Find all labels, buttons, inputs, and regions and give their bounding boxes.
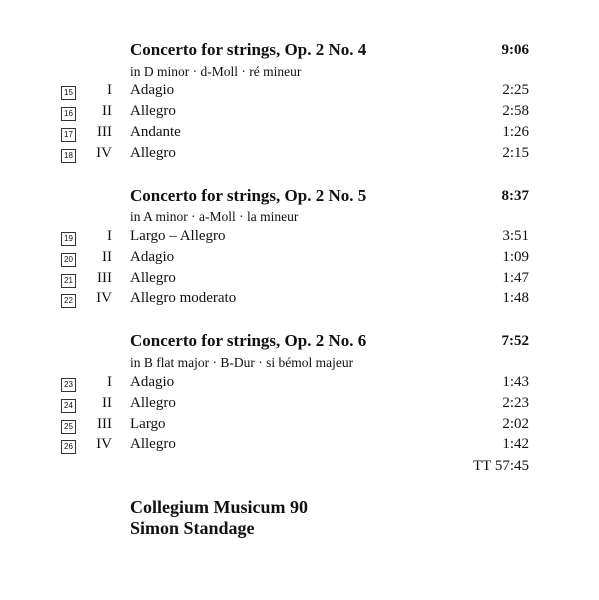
movement-name: Allegro — [130, 436, 176, 452]
movement-duration: 2:25 — [502, 82, 529, 98]
movement-name: Adagio — [130, 374, 175, 390]
movement-row — [0, 395, 599, 416]
movement-number: I — [107, 374, 112, 390]
track-number: 19 — [61, 232, 76, 246]
movement-name: Allegro — [130, 395, 176, 411]
movement-duration: 1:09 — [502, 249, 529, 265]
movement-name: Largo – Allegro — [130, 228, 226, 244]
movement-name: Allegro — [130, 145, 176, 161]
movement-name: Andante — [130, 124, 181, 140]
movement-row — [0, 249, 599, 270]
movement-number: I — [107, 228, 112, 244]
work-total-duration: 7:52 — [501, 333, 529, 349]
track-number: 15 — [61, 86, 76, 100]
movement-name: Allegro — [130, 103, 176, 119]
work-title: Concerto for strings, Op. 2 No. 6 — [130, 331, 367, 350]
movement-row — [0, 290, 599, 311]
track-number: 26 — [61, 440, 76, 454]
movement-row — [0, 270, 599, 291]
movement-number: IV — [96, 290, 112, 306]
movement-row — [0, 228, 599, 249]
movement-row — [0, 82, 599, 103]
movement-row — [0, 145, 599, 166]
work-key: in B flat major · B-Dur · si bémol majeur — [130, 355, 354, 370]
ensemble-name: Collegium Musicum 90 — [130, 497, 308, 517]
movement-duration: 1:42 — [502, 436, 529, 452]
movement-name: Allegro — [130, 270, 176, 286]
movement-number: II — [102, 395, 112, 411]
movement-row — [0, 374, 599, 395]
movement-number: II — [102, 249, 112, 265]
movement-number: III — [97, 416, 112, 432]
movement-duration: 1:43 — [502, 374, 529, 390]
movement-name: Adagio — [130, 249, 175, 265]
track-number: 21 — [61, 274, 76, 288]
director-name: Simon Standage — [130, 518, 255, 538]
track-number: 25 — [61, 420, 76, 434]
work-key: in D minor · d-Moll · ré mineur — [130, 64, 302, 79]
track-number: 24 — [61, 399, 76, 413]
movement-row — [0, 436, 599, 457]
movement-number: IV — [96, 436, 112, 452]
movement-number: II — [102, 103, 112, 119]
movement-name: Largo — [130, 416, 166, 432]
movement-row — [0, 124, 599, 145]
track-number: 18 — [61, 149, 76, 163]
movement-number: I — [107, 82, 112, 98]
movement-duration: 2:15 — [502, 145, 529, 161]
track-number: 23 — [61, 378, 76, 392]
work-total-duration: 8:37 — [501, 188, 529, 204]
work-total-duration: 9:06 — [501, 42, 529, 58]
movement-duration: 2:23 — [502, 395, 529, 411]
movement-name: Allegro moderato — [130, 290, 237, 306]
work-key: in A minor · a-Moll · la mineur — [130, 209, 299, 224]
track-number: 16 — [61, 107, 76, 121]
work-title: Concerto for strings, Op. 2 No. 5 — [130, 186, 367, 205]
movement-duration: 2:58 — [502, 103, 529, 119]
movement-row — [0, 103, 599, 124]
track-number: 17 — [61, 128, 76, 142]
movement-duration: 3:51 — [502, 228, 529, 244]
track-number: 20 — [61, 253, 76, 267]
movement-duration: 1:47 — [502, 270, 529, 286]
movement-name: Adagio — [130, 82, 175, 98]
movement-number: IV — [96, 145, 112, 161]
movement-duration: 1:48 — [502, 290, 529, 306]
movement-row — [0, 416, 599, 437]
movement-number: III — [97, 124, 112, 140]
movement-duration: 1:26 — [502, 124, 529, 140]
work-title: Concerto for strings, Op. 2 No. 4 — [130, 40, 367, 59]
track-number: 22 — [61, 294, 76, 308]
movement-duration: 2:02 — [502, 416, 529, 432]
total-time: TT 57:45 — [473, 458, 529, 474]
movement-number: III — [97, 270, 112, 286]
